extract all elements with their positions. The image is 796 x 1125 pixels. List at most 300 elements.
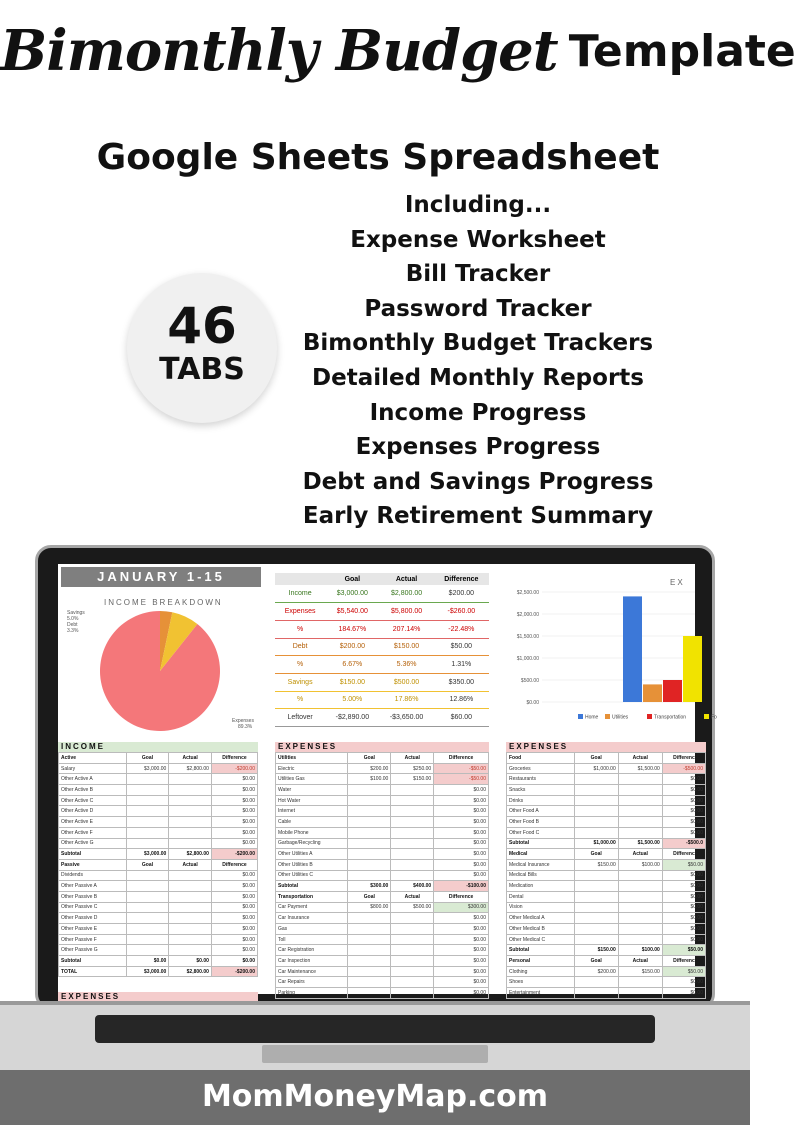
table-cell[interactable]: $200.00 xyxy=(348,763,391,774)
table-cell[interactable] xyxy=(391,849,434,860)
table-cell[interactable] xyxy=(618,924,662,935)
table-cell[interactable] xyxy=(618,902,662,913)
table-cell[interactable]: $0.00 xyxy=(211,891,257,902)
table-cell[interactable] xyxy=(618,913,662,924)
table-cell[interactable]: $0.00 xyxy=(434,956,489,967)
table-cell[interactable]: Subtotal xyxy=(59,849,127,860)
summary-value: 12.86% xyxy=(449,696,474,704)
table-cell[interactable]: Dividends xyxy=(59,870,127,881)
table-row xyxy=(276,870,489,881)
table-cell[interactable] xyxy=(126,945,169,956)
table-cell[interactable] xyxy=(618,934,662,945)
table-cell[interactable]: -$500.00 xyxy=(662,763,705,774)
table-cell[interactable] xyxy=(574,891,618,902)
y-tick-label: $2,500.00 xyxy=(516,590,539,596)
table-cell: Actual xyxy=(391,891,434,902)
table-cell[interactable]: $2,800.00 xyxy=(169,849,212,860)
table-cell[interactable]: $0.00 xyxy=(211,827,257,838)
table-cell: Difference xyxy=(434,753,489,764)
table-cell[interactable]: $300.00 xyxy=(434,902,489,913)
table-cell[interactable]: Other Medical C xyxy=(507,934,575,945)
table-cell[interactable] xyxy=(169,934,212,945)
table-cell[interactable] xyxy=(169,795,212,806)
table-cell[interactable]: Other Passive D xyxy=(59,913,127,924)
table-cell[interactable] xyxy=(618,817,662,828)
table-cell[interactable] xyxy=(391,934,434,945)
table-cell[interactable] xyxy=(391,785,434,796)
table-cell[interactable]: Other Active C xyxy=(59,795,127,806)
table-cell[interactable]: Medical Bills xyxy=(507,870,575,881)
table-cell[interactable] xyxy=(348,913,391,924)
table-cell[interactable] xyxy=(126,817,169,828)
table-row xyxy=(507,859,706,870)
pie-label: Expenses xyxy=(232,718,254,724)
table-cell[interactable]: $0.00 xyxy=(211,806,257,817)
table-cell[interactable] xyxy=(348,966,391,977)
table-cell[interactable]: -$500.0 xyxy=(662,838,705,849)
table-cell[interactable]: $0.00 xyxy=(434,838,489,849)
table-cell[interactable] xyxy=(126,902,169,913)
table-cell[interactable]: $0.00 xyxy=(211,870,257,881)
table-cell[interactable]: $1,000.00 xyxy=(574,763,618,774)
table-cell[interactable] xyxy=(574,827,618,838)
table-cell[interactable]: $2,800.00 xyxy=(169,966,212,977)
table-cell[interactable]: $0.00 xyxy=(434,827,489,838)
table-cell[interactable] xyxy=(169,913,212,924)
table-cell[interactable] xyxy=(618,774,662,785)
table-cell[interactable]: $0.00 xyxy=(434,924,489,935)
table-cell[interactable] xyxy=(126,774,169,785)
table-cell[interactable]: Other Medical B xyxy=(507,924,575,935)
summary-label: % xyxy=(297,661,304,669)
summary-label: Income xyxy=(288,590,312,598)
table-cell[interactable]: -$100.00 xyxy=(434,881,489,892)
table-cell[interactable]: Dental xyxy=(507,891,575,902)
table-cell[interactable]: Utilities Gas xyxy=(276,774,348,785)
summary-header-cell: Difference xyxy=(444,575,479,583)
table-cell[interactable]: $0.00 xyxy=(662,934,705,945)
table-cell[interactable] xyxy=(618,881,662,892)
table-cell[interactable]: $0.00 xyxy=(211,795,257,806)
summary-row xyxy=(275,620,489,638)
table-cell[interactable] xyxy=(169,785,212,796)
table-cell[interactable]: $0.00 xyxy=(169,956,212,967)
table-cell[interactable] xyxy=(348,956,391,967)
summary-row xyxy=(275,709,489,727)
table-cell[interactable]: $0.00 xyxy=(434,988,489,999)
table-cell[interactable]: Garbage/Recycling xyxy=(276,838,348,849)
table-cell[interactable]: $50.00 xyxy=(662,859,705,870)
table-cell[interactable] xyxy=(618,870,662,881)
table-cell: Actual xyxy=(169,753,212,764)
table-cell[interactable]: $400.00 xyxy=(391,881,434,892)
table-cell[interactable] xyxy=(126,806,169,817)
table-cell[interactable] xyxy=(126,924,169,935)
table-cell[interactable] xyxy=(574,924,618,935)
table-cell[interactable]: $3,000.00 xyxy=(126,849,169,860)
table-cell: Actual xyxy=(618,956,662,967)
bar-utilities xyxy=(643,684,662,702)
table-cell[interactable] xyxy=(618,785,662,796)
table-cell[interactable]: $3,000.00 xyxy=(126,966,169,977)
table-cell[interactable]: Other Active D xyxy=(59,806,127,817)
table-cell[interactable]: $0.00 xyxy=(434,849,489,860)
table-cell[interactable]: $0.00 xyxy=(211,902,257,913)
table-cell[interactable] xyxy=(348,859,391,870)
table-cell[interactable]: $0.00 xyxy=(434,913,489,924)
table-row xyxy=(507,934,706,945)
table-cell[interactable] xyxy=(169,806,212,817)
expense-chart-title: EX xyxy=(670,578,685,587)
table-cell[interactable]: $100.00 xyxy=(348,774,391,785)
table-cell: Goal xyxy=(126,753,169,764)
table-cell[interactable] xyxy=(574,785,618,796)
table-cell[interactable]: Other Utilities B xyxy=(276,859,348,870)
table-cell[interactable]: -$200.00 xyxy=(211,849,257,860)
table-cell[interactable] xyxy=(348,988,391,999)
table-cell[interactable] xyxy=(169,881,212,892)
table-header-row xyxy=(276,891,489,902)
table-cell[interactable] xyxy=(391,827,434,838)
table-cell[interactable]: Shoes xyxy=(507,977,575,988)
table-cell[interactable]: $2,800.00 xyxy=(169,763,212,774)
legend-label: Transportation xyxy=(654,714,687,721)
table-cell[interactable]: $0.00 xyxy=(662,785,705,796)
table-cell[interactable] xyxy=(574,817,618,828)
table-cell[interactable]: Other Food C xyxy=(507,827,575,838)
table-cell[interactable]: $100.00 xyxy=(618,859,662,870)
table-cell[interactable]: $0.00 xyxy=(662,806,705,817)
table-cell[interactable]: $1,500.00 xyxy=(618,763,662,774)
table-cell[interactable] xyxy=(169,945,212,956)
table-cell[interactable]: $0.00 xyxy=(211,774,257,785)
table-cell[interactable] xyxy=(348,817,391,828)
table-cell[interactable] xyxy=(574,977,618,988)
table-cell: Passive xyxy=(59,859,127,870)
table-cell: Food xyxy=(507,753,575,764)
table-cell[interactable]: Electric xyxy=(276,763,348,774)
table-cell[interactable] xyxy=(391,913,434,924)
table-cell[interactable]: -$200.00 xyxy=(211,966,257,977)
table-cell[interactable]: $0.00 xyxy=(662,881,705,892)
table-row xyxy=(507,838,706,849)
table-cell[interactable]: Car Payment xyxy=(276,902,348,913)
table-cell[interactable] xyxy=(618,806,662,817)
table-row xyxy=(59,891,258,902)
table-cell[interactable]: $0.00 xyxy=(662,902,705,913)
table-cell[interactable]: Car Insurance xyxy=(276,913,348,924)
table-cell[interactable] xyxy=(348,977,391,988)
table-cell: Actual xyxy=(391,753,434,764)
table-cell[interactable] xyxy=(169,902,212,913)
table-cell[interactable]: $150.00 xyxy=(618,966,662,977)
table-cell[interactable] xyxy=(126,913,169,924)
month-title: JANUARY 1-15 xyxy=(61,567,261,587)
table-cell[interactable]: $0.00 xyxy=(434,934,489,945)
table-cell[interactable]: $0.00 xyxy=(662,870,705,881)
table-cell[interactable] xyxy=(348,945,391,956)
table-cell[interactable]: $50.00 xyxy=(662,966,705,977)
table-cell[interactable]: -$50.00 xyxy=(434,774,489,785)
table-cell[interactable]: $0.00 xyxy=(662,913,705,924)
table-cell[interactable]: Subtotal xyxy=(507,838,575,849)
table-cell[interactable] xyxy=(391,988,434,999)
table-cell[interactable] xyxy=(126,891,169,902)
table-cell[interactable]: Toll xyxy=(276,934,348,945)
table-cell[interactable] xyxy=(574,806,618,817)
table-cell[interactable]: $0.00 xyxy=(434,817,489,828)
table-cell[interactable]: $0.00 xyxy=(662,988,705,999)
table-cell[interactable]: Other Active F xyxy=(59,827,127,838)
table-cell[interactable]: $0.00 xyxy=(434,785,489,796)
table-cell[interactable] xyxy=(618,827,662,838)
table-cell[interactable]: $0.00 xyxy=(662,817,705,828)
table-cell[interactable]: $0.00 xyxy=(662,827,705,838)
table-cell[interactable]: $0.00 xyxy=(662,774,705,785)
table-cell[interactable]: Car Inspection xyxy=(276,956,348,967)
table-cell[interactable]: Other Passive B xyxy=(59,891,127,902)
table-cell[interactable] xyxy=(618,795,662,806)
summary-value: $5,540.00 xyxy=(336,608,368,616)
table-cell[interactable] xyxy=(348,827,391,838)
table-cell[interactable]: Other Passive F xyxy=(59,934,127,945)
table-cell[interactable]: $150.00 xyxy=(391,774,434,785)
table-header-row xyxy=(507,956,706,967)
table-cell[interactable]: Medical Insurance xyxy=(507,859,575,870)
table-cell[interactable]: Groceries xyxy=(507,763,575,774)
legend-swatch xyxy=(578,714,583,719)
utilities-transport-table xyxy=(275,752,489,999)
table-cell[interactable]: $200.00 xyxy=(574,966,618,977)
table-cell[interactable]: $0.00 xyxy=(434,870,489,881)
table-cell[interactable]: $0.00 xyxy=(662,891,705,902)
table-cell[interactable] xyxy=(618,977,662,988)
table-cell[interactable] xyxy=(574,774,618,785)
subtitle: Google Sheets Spreadsheet xyxy=(96,137,660,178)
table-cell[interactable] xyxy=(348,838,391,849)
table-cell[interactable]: Other Utilities A xyxy=(276,849,348,860)
laptop-base xyxy=(0,1001,750,1070)
table-cell[interactable] xyxy=(391,795,434,806)
table-cell[interactable] xyxy=(348,785,391,796)
table-cell[interactable] xyxy=(391,977,434,988)
table-cell[interactable]: Mobile Phone xyxy=(276,827,348,838)
table-cell[interactable]: $0.00 xyxy=(211,934,257,945)
title-row xyxy=(0,18,796,84)
table-cell[interactable]: $0.00 xyxy=(434,966,489,977)
table-cell[interactable] xyxy=(348,924,391,935)
summary-label: % xyxy=(297,696,304,704)
table-cell[interactable] xyxy=(126,785,169,796)
table-cell[interactable]: $0.00 xyxy=(211,956,257,967)
table-cell[interactable] xyxy=(391,859,434,870)
table-cell[interactable] xyxy=(126,934,169,945)
table-cell[interactable] xyxy=(348,934,391,945)
table-cell[interactable]: $0.00 xyxy=(434,806,489,817)
summary-value: 184.67% xyxy=(338,625,367,633)
table-cell[interactable]: Other Passive G xyxy=(59,945,127,956)
table-cell[interactable]: Car Maintenance xyxy=(276,966,348,977)
table-cell[interactable]: $0.00 xyxy=(211,924,257,935)
bar-transportation xyxy=(663,680,682,702)
table-cell[interactable] xyxy=(348,795,391,806)
table-row xyxy=(276,988,489,999)
table-row xyxy=(59,774,258,785)
table-cell[interactable]: $150.00 xyxy=(574,859,618,870)
table-cell[interactable]: $1,000.00 xyxy=(574,838,618,849)
table-cell[interactable]: Subtotal xyxy=(59,956,127,967)
income-breakdown-title: INCOME BREAKDOWN xyxy=(104,598,223,607)
table-cell[interactable]: Other Active G xyxy=(59,838,127,849)
table-cell[interactable]: Gas xyxy=(276,924,348,935)
table-cell[interactable]: Snacks xyxy=(507,785,575,796)
table-cell[interactable] xyxy=(618,988,662,999)
table-cell[interactable]: Cable xyxy=(276,817,348,828)
table-cell[interactable] xyxy=(348,870,391,881)
table-cell[interactable] xyxy=(348,806,391,817)
table-row xyxy=(507,817,706,828)
table-cell[interactable]: Subtotal xyxy=(507,945,575,956)
table-cell[interactable] xyxy=(169,817,212,828)
table-cell[interactable]: Car Registration xyxy=(276,945,348,956)
summary-value: 207.14% xyxy=(392,625,421,633)
table-cell[interactable]: $100.00 xyxy=(618,945,662,956)
table-cell: Goal xyxy=(574,956,618,967)
table-cell[interactable]: $800.00 xyxy=(348,902,391,913)
table-cell[interactable]: Hot Water xyxy=(276,795,348,806)
table-cell[interactable]: $3,000.00 xyxy=(126,763,169,774)
table-row xyxy=(59,763,258,774)
table-cell[interactable]: Internet xyxy=(276,806,348,817)
table-cell[interactable]: $0.00 xyxy=(434,977,489,988)
table-cell[interactable] xyxy=(126,838,169,849)
table-cell[interactable]: $0.00 xyxy=(434,859,489,870)
table-row xyxy=(507,763,706,774)
table-row xyxy=(507,881,706,892)
table-cell[interactable]: -$50.00 xyxy=(434,763,489,774)
table-cell[interactable]: $0.00 xyxy=(434,945,489,956)
table-cell[interactable]: $0.00 xyxy=(211,945,257,956)
table-cell[interactable] xyxy=(126,870,169,881)
table-cell[interactable]: Vision xyxy=(507,902,575,913)
table-cell[interactable]: Other Passive C xyxy=(59,902,127,913)
table-cell: Goal xyxy=(574,753,618,764)
table-cell[interactable]: Restaurants xyxy=(507,774,575,785)
table-row xyxy=(276,838,489,849)
table-cell[interactable] xyxy=(169,891,212,902)
table-row xyxy=(276,859,489,870)
table-cell[interactable]: Parking xyxy=(276,988,348,999)
table-cell[interactable]: $0.00 xyxy=(126,956,169,967)
table-cell[interactable] xyxy=(391,966,434,977)
table-cell[interactable] xyxy=(574,795,618,806)
table-cell[interactable]: Other Active E xyxy=(59,817,127,828)
table-cell[interactable] xyxy=(126,795,169,806)
table-cell[interactable] xyxy=(391,838,434,849)
table-cell[interactable] xyxy=(574,870,618,881)
table-cell[interactable]: $150.00 xyxy=(574,945,618,956)
table-cell[interactable] xyxy=(574,881,618,892)
table-cell[interactable] xyxy=(169,774,212,785)
table-cell[interactable]: TOTAL xyxy=(59,966,127,977)
table-row xyxy=(59,870,258,881)
table-cell[interactable]: Other Active B xyxy=(59,785,127,796)
table-cell[interactable]: Medication xyxy=(507,881,575,892)
table-cell[interactable]: $300.00 xyxy=(348,881,391,892)
table-cell[interactable]: $500.00 xyxy=(391,902,434,913)
summary-value: $60.00 xyxy=(450,714,473,722)
table-cell[interactable] xyxy=(126,827,169,838)
table-cell[interactable]: Entertainment xyxy=(507,988,575,999)
table-cell[interactable]: Car Repairs xyxy=(276,977,348,988)
table-cell[interactable]: $0.00 xyxy=(211,913,257,924)
feature-item: Expense Worksheet xyxy=(350,226,606,253)
table-cell[interactable]: $0.00 xyxy=(662,977,705,988)
table-cell[interactable]: Drinks xyxy=(507,795,575,806)
table-cell[interactable]: $250.00 xyxy=(391,763,434,774)
trackpad xyxy=(262,1045,488,1063)
summary-row xyxy=(275,638,489,656)
table-cell[interactable]: Other Utilities C xyxy=(276,870,348,881)
table-cell[interactable]: $1,500.00 xyxy=(618,838,662,849)
table-cell[interactable] xyxy=(391,956,434,967)
table-cell[interactable]: -$200.00 xyxy=(211,763,257,774)
table-cell[interactable]: $0.00 xyxy=(662,795,705,806)
table-cell[interactable]: $0.00 xyxy=(211,785,257,796)
table-cell[interactable] xyxy=(169,827,212,838)
y-tick-label: $1,500.00 xyxy=(516,634,539,640)
feature-item: Income Progress xyxy=(369,399,587,426)
table-cell[interactable] xyxy=(574,902,618,913)
table-cell[interactable]: $0.00 xyxy=(211,838,257,849)
table-cell[interactable] xyxy=(126,881,169,892)
summary-label: % xyxy=(297,625,304,633)
table-cell[interactable]: Salary xyxy=(59,763,127,774)
table-cell[interactable] xyxy=(348,849,391,860)
table-cell[interactable] xyxy=(169,924,212,935)
table-cell[interactable]: Other Passive E xyxy=(59,924,127,935)
table-row xyxy=(276,881,489,892)
table-cell[interactable]: Other Medical A xyxy=(507,913,575,924)
table-cell[interactable] xyxy=(169,838,212,849)
table-cell[interactable] xyxy=(574,934,618,945)
table-cell[interactable]: Subtotal xyxy=(276,881,348,892)
table-cell[interactable]: Clothing xyxy=(507,966,575,977)
table-cell[interactable] xyxy=(391,870,434,881)
table-cell[interactable] xyxy=(391,945,434,956)
table-cell[interactable]: Other Food A xyxy=(507,806,575,817)
table-cell[interactable]: $0.00 xyxy=(211,881,257,892)
bar-home xyxy=(623,596,642,702)
table-cell[interactable] xyxy=(391,924,434,935)
table-cell[interactable]: $0.00 xyxy=(662,924,705,935)
table-cell[interactable]: Water xyxy=(276,785,348,796)
table-cell[interactable]: $0.00 xyxy=(211,817,257,828)
table-cell[interactable] xyxy=(618,891,662,902)
summary-value: -22.48% xyxy=(448,625,475,633)
summary-header-cell: Actual xyxy=(395,575,418,583)
table-cell[interactable] xyxy=(391,817,434,828)
table-cell[interactable] xyxy=(169,870,212,881)
table-cell[interactable] xyxy=(391,806,434,817)
table-cell[interactable]: Other Active A xyxy=(59,774,127,785)
table-cell[interactable] xyxy=(574,913,618,924)
table-cell[interactable]: Other Food B xyxy=(507,817,575,828)
table-cell[interactable]: $50.00 xyxy=(662,945,705,956)
table-cell[interactable] xyxy=(574,988,618,999)
table-cell[interactable]: $0.00 xyxy=(434,795,489,806)
table-cell[interactable]: Other Passive A xyxy=(59,881,127,892)
